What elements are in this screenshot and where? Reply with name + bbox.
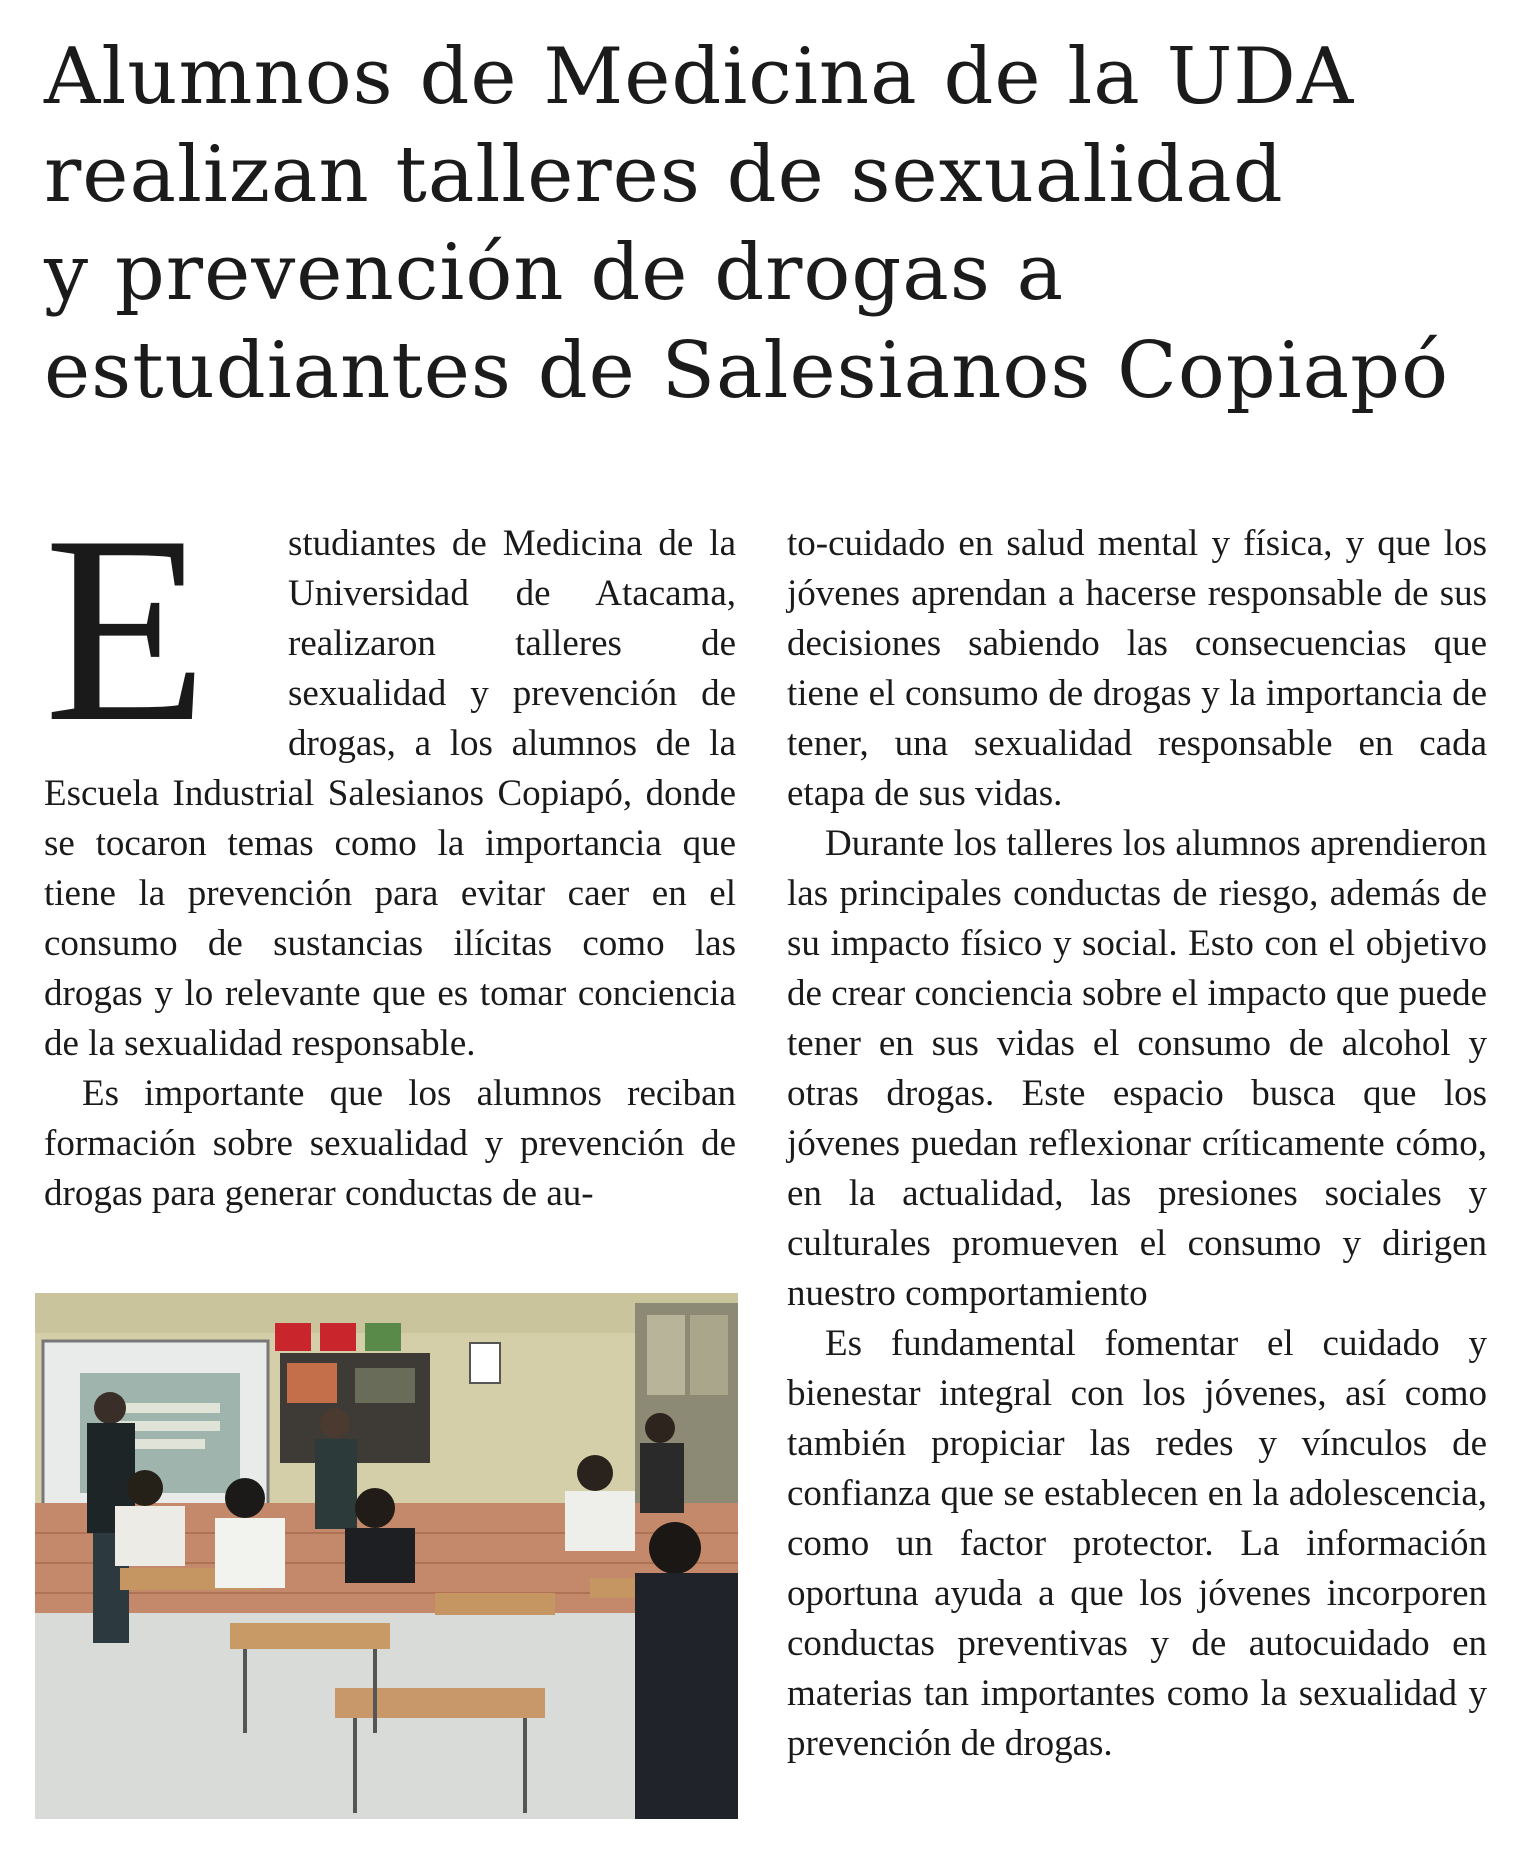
headline-line-4: estudiantes de Salesianos Copiapó [44,326,1450,416]
headline [44,28,1484,420]
paragraph-workshops: Durante los talleres los alumnos aprendieron las principales conductas de riesgo, además de su impacto físico y social. Esto con el objetivo de crear conciencia sobre el impacto que puede tener en sus vidas el consumo de alcohol y otras drogas. Este espacio busca que los jóvenes puedan reflexionar críticamente cómo, en la actualidad, las presiones sociales y culturales promueven el consumo y dirigen nuestro comportamiento [787,823,1487,1314]
drop-cap: E [44,480,208,777]
article-column-right [787,519,1487,1769]
headline-line-2: realizan talleres de sexualidad [44,130,1284,220]
article-column-left [44,480,736,1219]
paragraph-intro: studiantes de Medicina de la Universidad de Atacama, realizaron talleres de sexualidad y prevención de drogas, a los alumnos de la Escuela Industrial Salesianos Copiapó, donde se tocaron temas como la importancia que tiene la prevención para evitar caer en el consumo de sustancias ilícitas como las drogas y lo relevante que es tomar conciencia de la sexualidad responsable. [44,523,736,1064]
headline-line-1: Alumnos de Medicina de la UDA [44,32,1355,122]
paragraph-importance: Es importante que los alumnos reciban formación sobre sexualidad y prevención de drogas para generar conductas de au- [44,1073,736,1214]
classroom-photo-icon [35,1293,738,1819]
classroom-photo [35,1293,738,1819]
paragraph-conclusion: Es fundamental fomentar el cuidado y bienestar integral con los jóvenes, así como también propiciar las redes y vínculos de confianza que se establecen en la adolescencia, como un factor protector. La información oportuna ayuda a que los jóvenes incorporen conductas preventivas y de autocuidado en materias tan importantes como la sexualidad y prevención de drogas. [787,1323,1487,1764]
headline-line-3: y prevención de drogas a [44,228,1065,318]
paragraph-importance-continued: to-cuidado en salud mental y física, y que los jóvenes aprendan a hacerse responsable de sus decisiones sabiendo las consecuencias que tiene el consumo de drogas y la importancia de tener, una sexualidad responsable en cada etapa de sus vidas. [787,523,1487,814]
